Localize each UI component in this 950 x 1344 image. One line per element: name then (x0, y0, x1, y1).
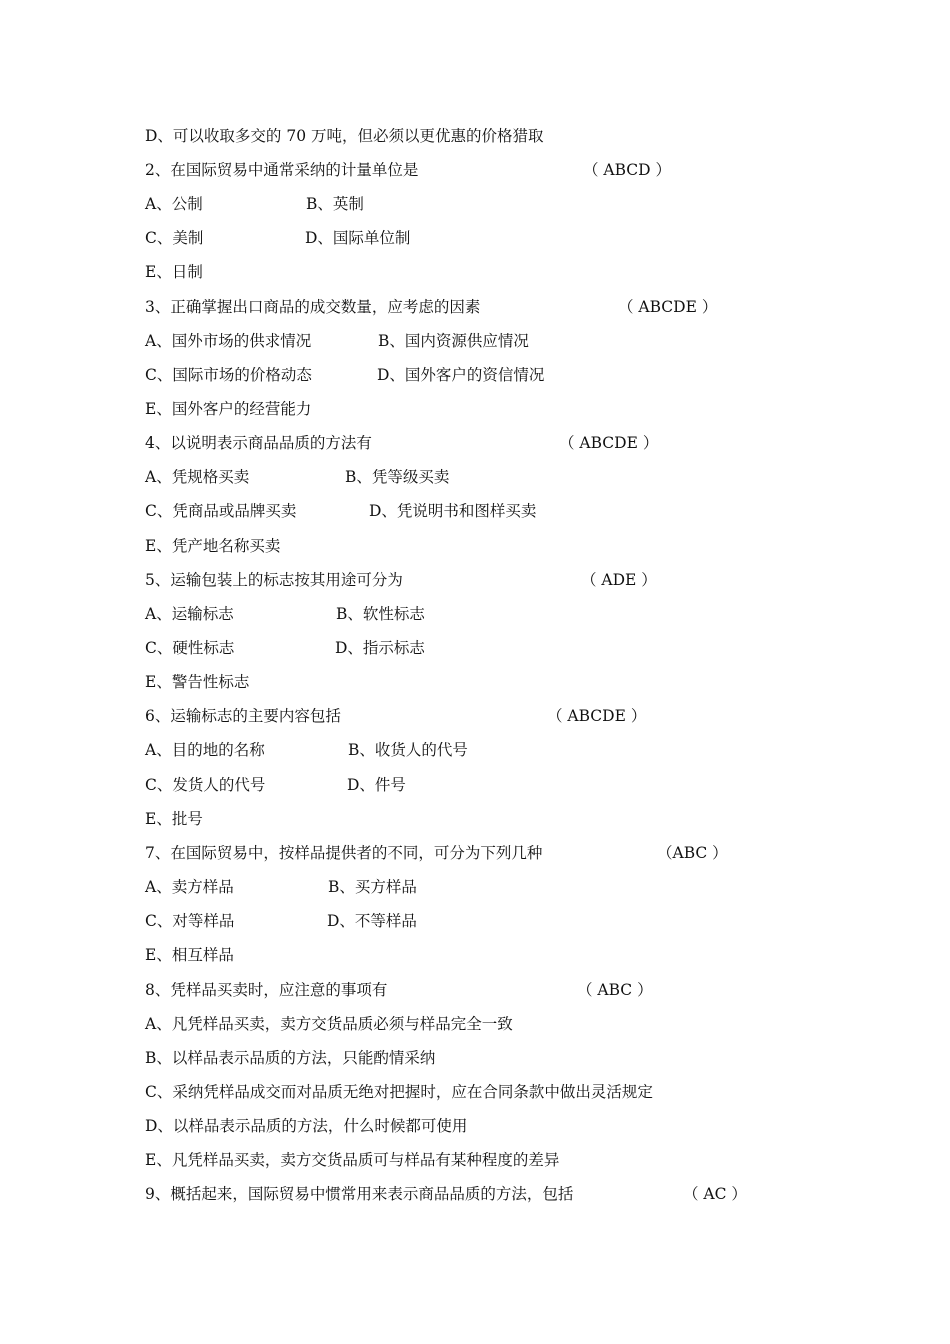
option-d-text: D、凭说明书和图样买卖 (369, 502, 537, 520)
option-b-text: B、国内资源供应情况 (378, 332, 529, 350)
option-d-text: D、国外客户的资信情况 (377, 366, 545, 384)
option-text: D、可以收取多交的 70 万吨，但必须以更优惠的价格猎取 (145, 127, 544, 145)
question-text: 7、在国际贸易中，按样品提供者的不同，可分为下列几种 (145, 844, 543, 862)
answer-text: （ ABCD ） (583, 161, 672, 179)
option-b-text: B、买方样品 (328, 878, 417, 896)
answer-text: （ ADE ） (581, 571, 657, 589)
question-text: 6、运输标志的主要内容包括 (145, 707, 341, 725)
option-e-text: E、日制 (145, 263, 203, 281)
option-e-text: E、相互样品 (145, 946, 234, 964)
option-c-text: C、硬性标志 (145, 639, 235, 657)
answer-text: （ AC ） (683, 1185, 747, 1203)
option-c-text: C、美制 (145, 229, 204, 247)
option-b-text: B、软性标志 (336, 605, 425, 623)
option-d-text: D、以样品表示品质的方法，什么时候都可使用 (145, 1117, 468, 1135)
option-d-text: D、不等样品 (327, 912, 417, 930)
option-c-text: C、凭商品或品牌买卖 (145, 502, 297, 520)
option-d-text: D、国际单位制 (305, 229, 411, 247)
option-d-text: D、指示标志 (335, 639, 425, 657)
question-text: 2、在国际贸易中通常采纳的计量单位是 (145, 161, 419, 179)
question-text: 8、凭样品买卖时，应注意的事项有 (145, 981, 388, 999)
option-b-text: B、以样品表示品质的方法，只能酌情采纳 (145, 1049, 436, 1067)
answer-text: （ ABC ） (577, 981, 653, 999)
option-c-text: C、对等样品 (145, 912, 235, 930)
answer-text: （ABC ） (657, 844, 728, 862)
option-b-text: B、英制 (306, 195, 364, 213)
option-e-text: E、批号 (145, 810, 203, 828)
option-c-text: C、采纳凭样品成交而对品质无绝对把握时，应在合同条款中做出灵活规定 (145, 1083, 653, 1101)
answer-text: （ ABCDE ） (559, 434, 659, 452)
option-a-text: A、凭规格买卖 (145, 468, 250, 486)
option-e-text: E、国外客户的经营能力 (145, 400, 312, 418)
option-a-text: A、国外市场的供求情况 (145, 332, 312, 350)
question-text: 5、运输包装上的标志按其用途可分为 (145, 571, 403, 589)
option-a-text: A、运输标志 (145, 605, 234, 623)
option-e-text: E、警告性标志 (145, 673, 250, 691)
option-c-text: C、发货人的代号 (145, 776, 266, 794)
option-b-text: B、凭等级买卖 (345, 468, 450, 486)
option-e-text: E、凭产地名称买卖 (145, 537, 281, 555)
question-text: 4、以说明表示商品品质的方法有 (145, 434, 372, 452)
option-d-text: D、件号 (347, 776, 406, 794)
option-a-text: A、目的地的名称 (145, 741, 265, 759)
question-text: 9、概括起来，国际贸易中惯常用来表示商品品质的方法，包括 (145, 1185, 574, 1203)
option-a-text: A、公制 (145, 195, 203, 213)
option-b-text: B、收货人的代号 (348, 741, 468, 759)
question-text: 3、正确掌握出口商品的成交数量，应考虑的因素 (145, 298, 481, 316)
option-a-text: A、凡凭样品买卖，卖方交货品质必须与样品完全一致 (145, 1015, 513, 1033)
answer-text: （ ABCDE ） (547, 707, 647, 725)
option-e-text: E、凡凭样品买卖，卖方交货品质可与样品有某种程度的差异 (145, 1151, 560, 1169)
option-c-text: C、国际市场的价格动态 (145, 366, 312, 384)
option-a-text: A、卖方样品 (145, 878, 234, 896)
answer-text: （ ABCDE ） (618, 298, 718, 316)
